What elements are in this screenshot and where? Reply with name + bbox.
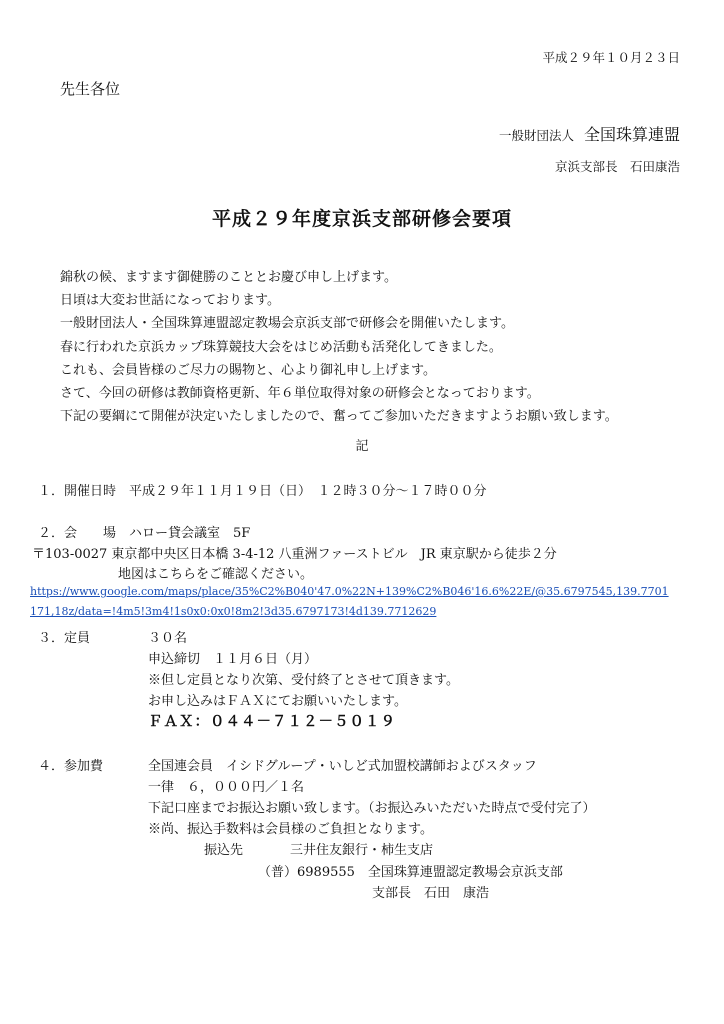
body-line: 一般財団法人・全国珠算連盟認定教場会京浜支部で研修会を開催いたします。	[60, 316, 514, 332]
sender: 京浜支部長 石田康浩	[554, 159, 680, 174]
greeting-body	[60, 266, 618, 428]
body-line: さて、今回の研修は教師資格更新、年６単位取得対象の研修会となっております。	[60, 386, 540, 402]
body-line: これも、会員皆様のご尽力の賜物と、心より御礼申し上げます。	[60, 362, 436, 378]
map-link-line-2[interactable]: 171,18z/data=!4m5!3m4!1s0x0:0x0!8m2!3d35.6797173!4d139.7712629	[30, 605, 437, 618]
organization	[499, 122, 680, 145]
ki-heading: 記	[355, 439, 369, 454]
payment-instruction: 下記口座までお振込お願い致します。（お振込みいただいた時点で受付完了）	[148, 801, 596, 816]
fax-number: ＦＡＸ：０４４－７１２－５０１９	[148, 713, 396, 730]
account-number: （普）6989555 全国珠算連盟認定教場会京浜支部	[258, 865, 563, 880]
section-date-time: １．開催日時 平成２９年１１月１９日（日） １２時３０分～１７時００分	[38, 484, 487, 499]
body-line: 下記の要綱にて開催が決定いたしましたので、奮ってご参加いただきますようお願い致します。	[60, 409, 618, 425]
section-venue: ２．会 場 ハロー貸会議室 5F	[38, 526, 251, 541]
fee-amount: 一律 ６，０００円／１名	[148, 780, 305, 795]
map-note: 地図はこちらをご確認ください。	[118, 567, 314, 582]
fee-target: 全国連会員 イシドグループ・いしど式加盟校講師およびスタッフ	[148, 759, 537, 774]
page-title: 平成２９年度京浜支部研修会要項	[211, 208, 512, 230]
org-name: 全国珠算連盟	[583, 125, 680, 144]
capacity-value: ３０名	[148, 631, 188, 646]
body-line: 日頃は大変お世話になっております。	[60, 293, 280, 309]
recipient: 先生各位	[60, 80, 121, 98]
account-holder: 支部長 石田 康浩	[372, 886, 490, 901]
capacity-note: ※但し定員となり次第、受付終了とさせて頂きます。	[148, 673, 459, 688]
map-link-line-1[interactable]: https://www.google.com/maps/place/35%C2%B040'47.0%22N+139%C2%B046'16.6%22E/@35.6797545,139.7701	[30, 585, 669, 598]
body-line: 錦秋の候、ますます御健勝のこととお慶び申し上げます。	[60, 270, 397, 285]
fax-note: お申し込みはＦＡＸにてお願いいたします。	[148, 694, 407, 709]
body-line: 春に行われた京浜カップ珠算競技大会をはじめ活動も活発化してきました。	[60, 339, 502, 355]
document-date: 平成２９年１０月２３日	[542, 50, 680, 65]
application-deadline: 申込締切 １１月６日（月）	[148, 652, 318, 667]
venue-address: 〒103-0027 東京都中央区日本橋 3-4-12 八重洲ファーストビル JR 東京駅から徒歩２分	[32, 547, 557, 562]
section-capacity-label: ３．定員	[38, 631, 91, 646]
fee-note: ※尚、振込手数料は会員様のご負担となります。	[148, 822, 433, 837]
org-prefix: 一般財団法人	[498, 128, 574, 143]
bank-label: 振込先	[204, 843, 244, 858]
bank-name: 三井住友銀行・柿生支店	[290, 843, 434, 858]
section-fee-label: ４．参加費	[38, 759, 104, 774]
